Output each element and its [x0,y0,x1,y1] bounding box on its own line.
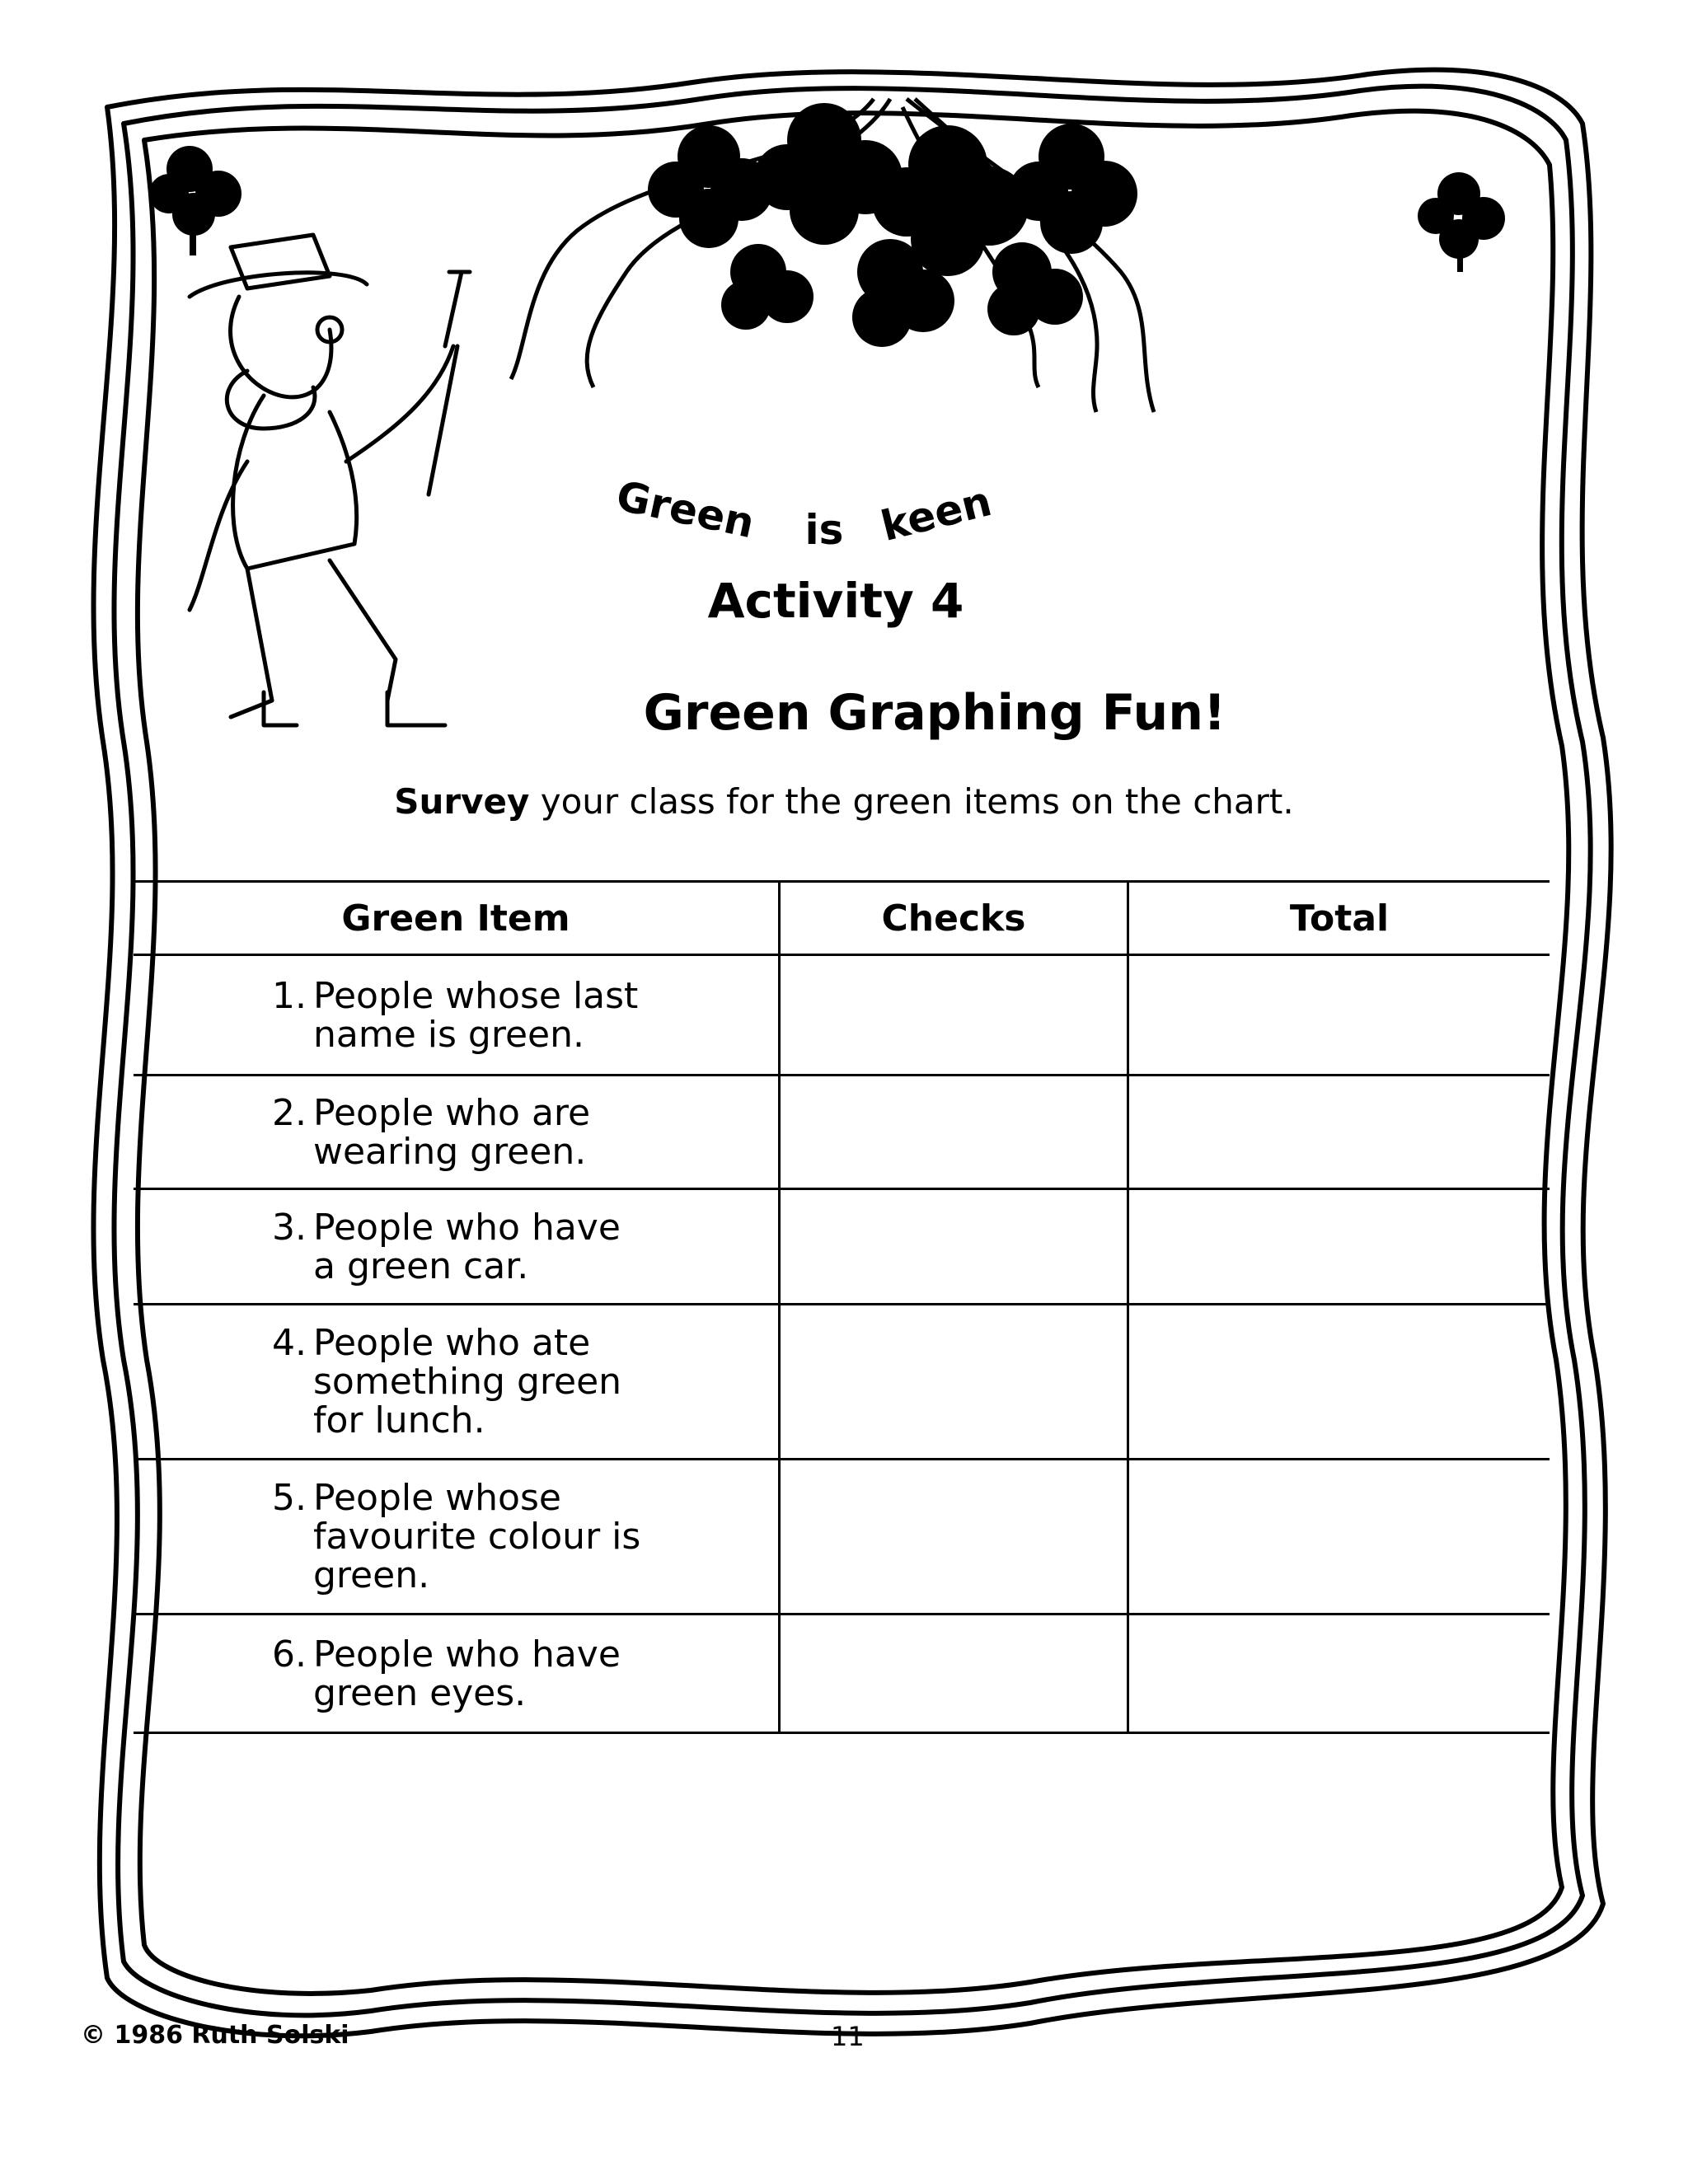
item-number: 6. [272,1633,307,1675]
item-text-line: People whose [313,1477,561,1519]
table-row [134,1305,1550,1460]
chart-header-row [134,882,1550,955]
table-row [134,1076,1550,1189]
table-row [134,1460,1550,1615]
green-item-cell [134,1460,780,1615]
item-text [313,1479,640,1595]
shamrock-icon [149,146,241,255]
survey-chart [134,880,1550,1734]
item-text-line: People who ate [313,1322,591,1364]
total-cell[interactable] [1128,1460,1550,1615]
checks-cell[interactable] [780,1460,1128,1615]
survey-instructions [0,781,1688,822]
checks-cell[interactable] [780,1189,1128,1305]
total-cell[interactable] [1128,955,1550,1076]
item-number: 5. [272,1477,307,1519]
activity-number: Activity 4 [707,573,964,629]
item-text-line: People who have [313,1206,621,1249]
total-cell[interactable] [1128,1189,1550,1305]
item-number: 4. [272,1322,307,1364]
item-number: 3. [272,1206,307,1249]
total-cell[interactable] [1128,1076,1550,1189]
arched-title-word: is [804,506,844,554]
header-total: Total [1128,882,1550,955]
item-text-line: something green [313,1361,622,1403]
item-number: 1. [272,974,307,1017]
item-text-line: People whose last [313,974,639,1017]
item-text-line: name is green. [313,1013,584,1056]
survey-bold-word: Survey [394,781,530,822]
survey-rest-text: your class for the green items on the chart. [529,781,1294,822]
item-text [313,1091,591,1173]
arched-title [612,471,996,554]
item-text-line: favourite colour is [313,1516,641,1558]
green-item-cell [134,1076,780,1189]
item-text-line: People who have [313,1633,621,1675]
green-item-cell [134,1305,780,1460]
item-text [313,974,639,1056]
table-row [134,1615,1550,1733]
item-text-line: wearing green. [313,1130,587,1173]
header-green-item: Green Item [134,882,780,955]
checks-cell[interactable] [780,955,1128,1076]
arched-title-word: keen [876,476,996,551]
green-item-cell [134,1189,780,1305]
copyright-notice: © 1986 Ruth Solski [81,2021,349,2050]
item-text [313,1208,621,1286]
item-text-line: green. [313,1554,430,1596]
checks-cell[interactable] [780,1305,1128,1460]
item-text-line: green eyes. [313,1671,527,1714]
checks-cell[interactable] [780,1076,1128,1189]
worksheet-title: Green Graphing Fun! [643,684,1226,742]
item-text [313,1635,621,1713]
total-cell[interactable] [1128,1615,1550,1733]
table-row [134,1189,1550,1305]
green-item-cell [134,1615,780,1733]
item-text-line: a green car. [313,1244,529,1287]
arched-title-word: Green [612,471,759,548]
page-number: 11 [831,2021,865,2052]
table-row [134,955,1550,1076]
item-text [313,1324,621,1440]
green-item-cell [134,955,780,1076]
item-text-line: for lunch. [313,1399,485,1441]
total-cell[interactable] [1128,1305,1550,1460]
shamrock-bouquet-icon [648,103,1137,347]
checks-cell[interactable] [780,1615,1128,1733]
item-text-line: People who are [313,1091,591,1134]
header-checks: Checks [780,882,1128,955]
item-number: 2. [272,1091,307,1134]
leprechaun-illustration [190,235,470,725]
shamrock-icon [1418,172,1505,272]
